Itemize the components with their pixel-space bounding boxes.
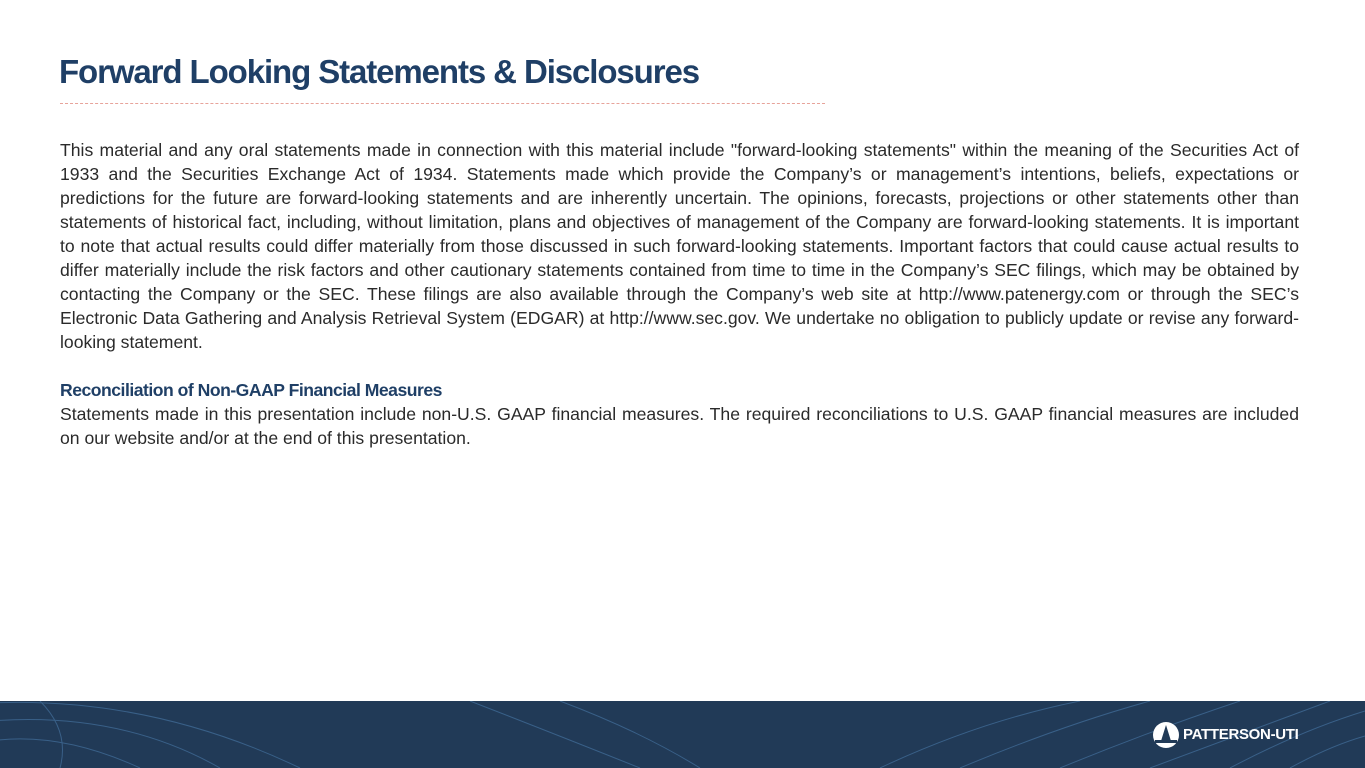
logo-wordmark: PATTERSON-UTI (1183, 726, 1299, 743)
patterson-uti-logo (1152, 720, 1299, 750)
forward-looking-paragraph: This material and any oral statements made in connection with this material include "forward-looking statements" within the meaning of the Securities Act of 1933 and the Securities Exchange Act of 1934. Statements made which provide the Company’s or management’s intentions, beliefs, expectations or predictions for the future are forward-looking statements and are inherently uncertain. The opinions, forecasts, projections or other statements other than statements of historical fact, including, without limitation, plans and objectives of management of the Company are forward-looking statements. It is important to note that actual results could differ materially from those discussed in such forward-looking statements. Important factors that could cause actual results to differ materially include the risk factors and other cautionary statements contained from time to time in the Company’s SEC filings, which may be obtained by contacting the Company or the SEC. These filings are also available through the Company’s web site at http://www.patenergy.com or through the SEC’s Electronic Data Gathering and Analysis Retrieval System (EDGAR) at http://www.sec.gov. We undertake no obligation to publicly update or revise any forward-looking statement. (60, 140, 1299, 352)
non-gaap-paragraph: Statements made in this presentation include non-U.S. GAAP financial measures. The required reconciliations to U.S. GAAP financial measures are included on our website and/or at the end of this presentation. (60, 404, 1299, 448)
patterson-uti-logo-icon (1152, 721, 1180, 749)
title-divider (60, 103, 825, 104)
paragraph-spacer (60, 354, 1299, 378)
page-title: Forward Looking Statements & Disclosures (59, 53, 699, 90)
footer-bar (0, 701, 1365, 768)
disclosure-body (60, 138, 1299, 450)
non-gaap-subheading: Reconciliation of Non-GAAP Financial Measures (60, 380, 442, 400)
